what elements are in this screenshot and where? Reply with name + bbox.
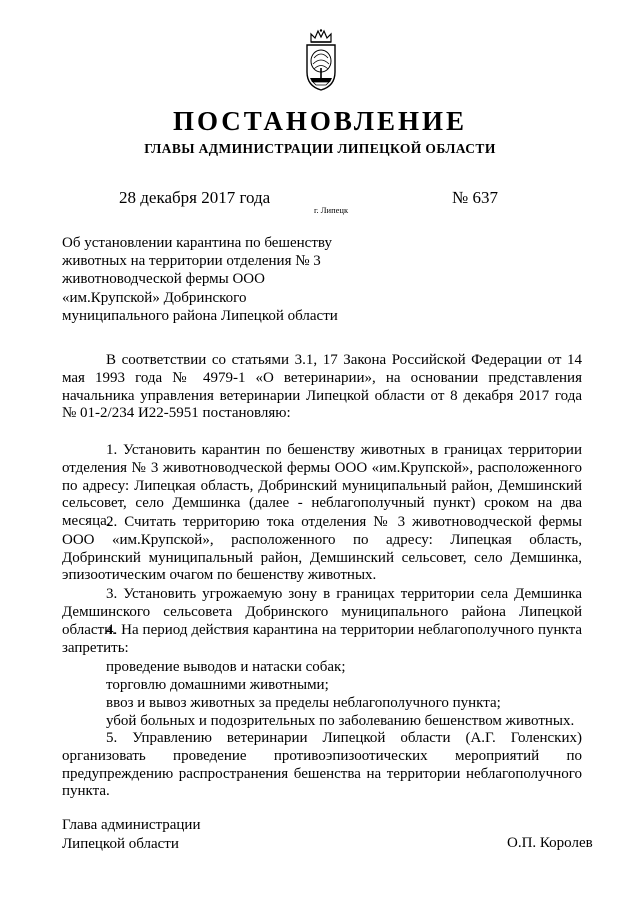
document-subject [62, 234, 362, 325]
prohibition-item: ввоз и вывоз животных за пределы неблагополучного пункта; [106, 695, 501, 711]
coat-of-arms-icon [302, 28, 340, 92]
subject-line: животноводческой фермы ООО [62, 271, 265, 288]
clause-1: 1. Установить карантин по бешенству животных в границах территории отделения № 3 животноводческой фермы ООО «им.Крупской», расположенного по адресу: Липецкая область, Добринский муниципальный район, Демшинский сельсовет, село Демшинка (далее - неблагополучный пункт) сроком на два месяца. [62, 442, 582, 530]
clause-5: 5. Управлению ветеринарии Липецкой области (А.Г. Голенских) организовать проведение противоэпизоотических мероприятий по предупреждению распространения бешенства на территории неблагополучного пункта. [62, 730, 582, 800]
clause-4: 4. На период действия карантина на территории неблагополучного пункта запретить: [62, 622, 582, 656]
signatory-position-line: Липецкой области [62, 835, 179, 852]
document-date: 28 декабря 2017 года [119, 188, 271, 207]
document-subtitle: ГЛАВЫ АДМИНИСТРАЦИИ ЛИПЕЦКОЙ ОБЛАСТИ [144, 141, 496, 156]
signatory-position-line: Глава администрации [62, 817, 201, 833]
document-number: № 637 [452, 188, 498, 207]
document-title: ПОСТАНОВЛЕНИЕ [172, 106, 468, 136]
signatory-name: О.П. Королев [507, 835, 593, 851]
subject-line: животных на территории отделения № 3 [62, 253, 321, 270]
clause-3: 3. Установить угрожаемую зону в границах территории села Демшинка Демшинского сельсовета Добринского муниципального района Липецкой области. [62, 586, 582, 638]
preamble-paragraph: В соответствии со статьями 3.1, 17 Закона Российской Федерации от 14 мая 1993 года № 4979-1 «О ветеринарии», на основании представления начальника управления ветеринарии Липецкой области от 8 декабря 2017 года № 01-2/234 И22-5951 постановляю: [62, 352, 582, 422]
subject-line: Об установлении карантина по бешенству [62, 235, 332, 251]
prohibition-item: убой больных и подозрительных по заболеванию бешенством животных. [106, 713, 575, 729]
subject-line: муниципального района Липецкой области [62, 307, 338, 324]
prohibition-item: торговлю домашними животными; [106, 677, 329, 693]
subject-line: «им.Крупской» Добринского [62, 289, 247, 306]
prohibition-item: проведение выводов и натаски собак; [106, 659, 346, 675]
signatory-position [62, 816, 200, 853]
clause-2: 2. Считать территорию тока отделения № 3 животноводческой фермы ООО «им.Крупской», расположенного по адресу: Липецкая область, Добринский муниципальный район, Демшинский сельсовет, село Демшинка, эпизоотическим очагом по бешенству животных. [62, 514, 582, 584]
document-place: г. Липецк [314, 205, 349, 215]
